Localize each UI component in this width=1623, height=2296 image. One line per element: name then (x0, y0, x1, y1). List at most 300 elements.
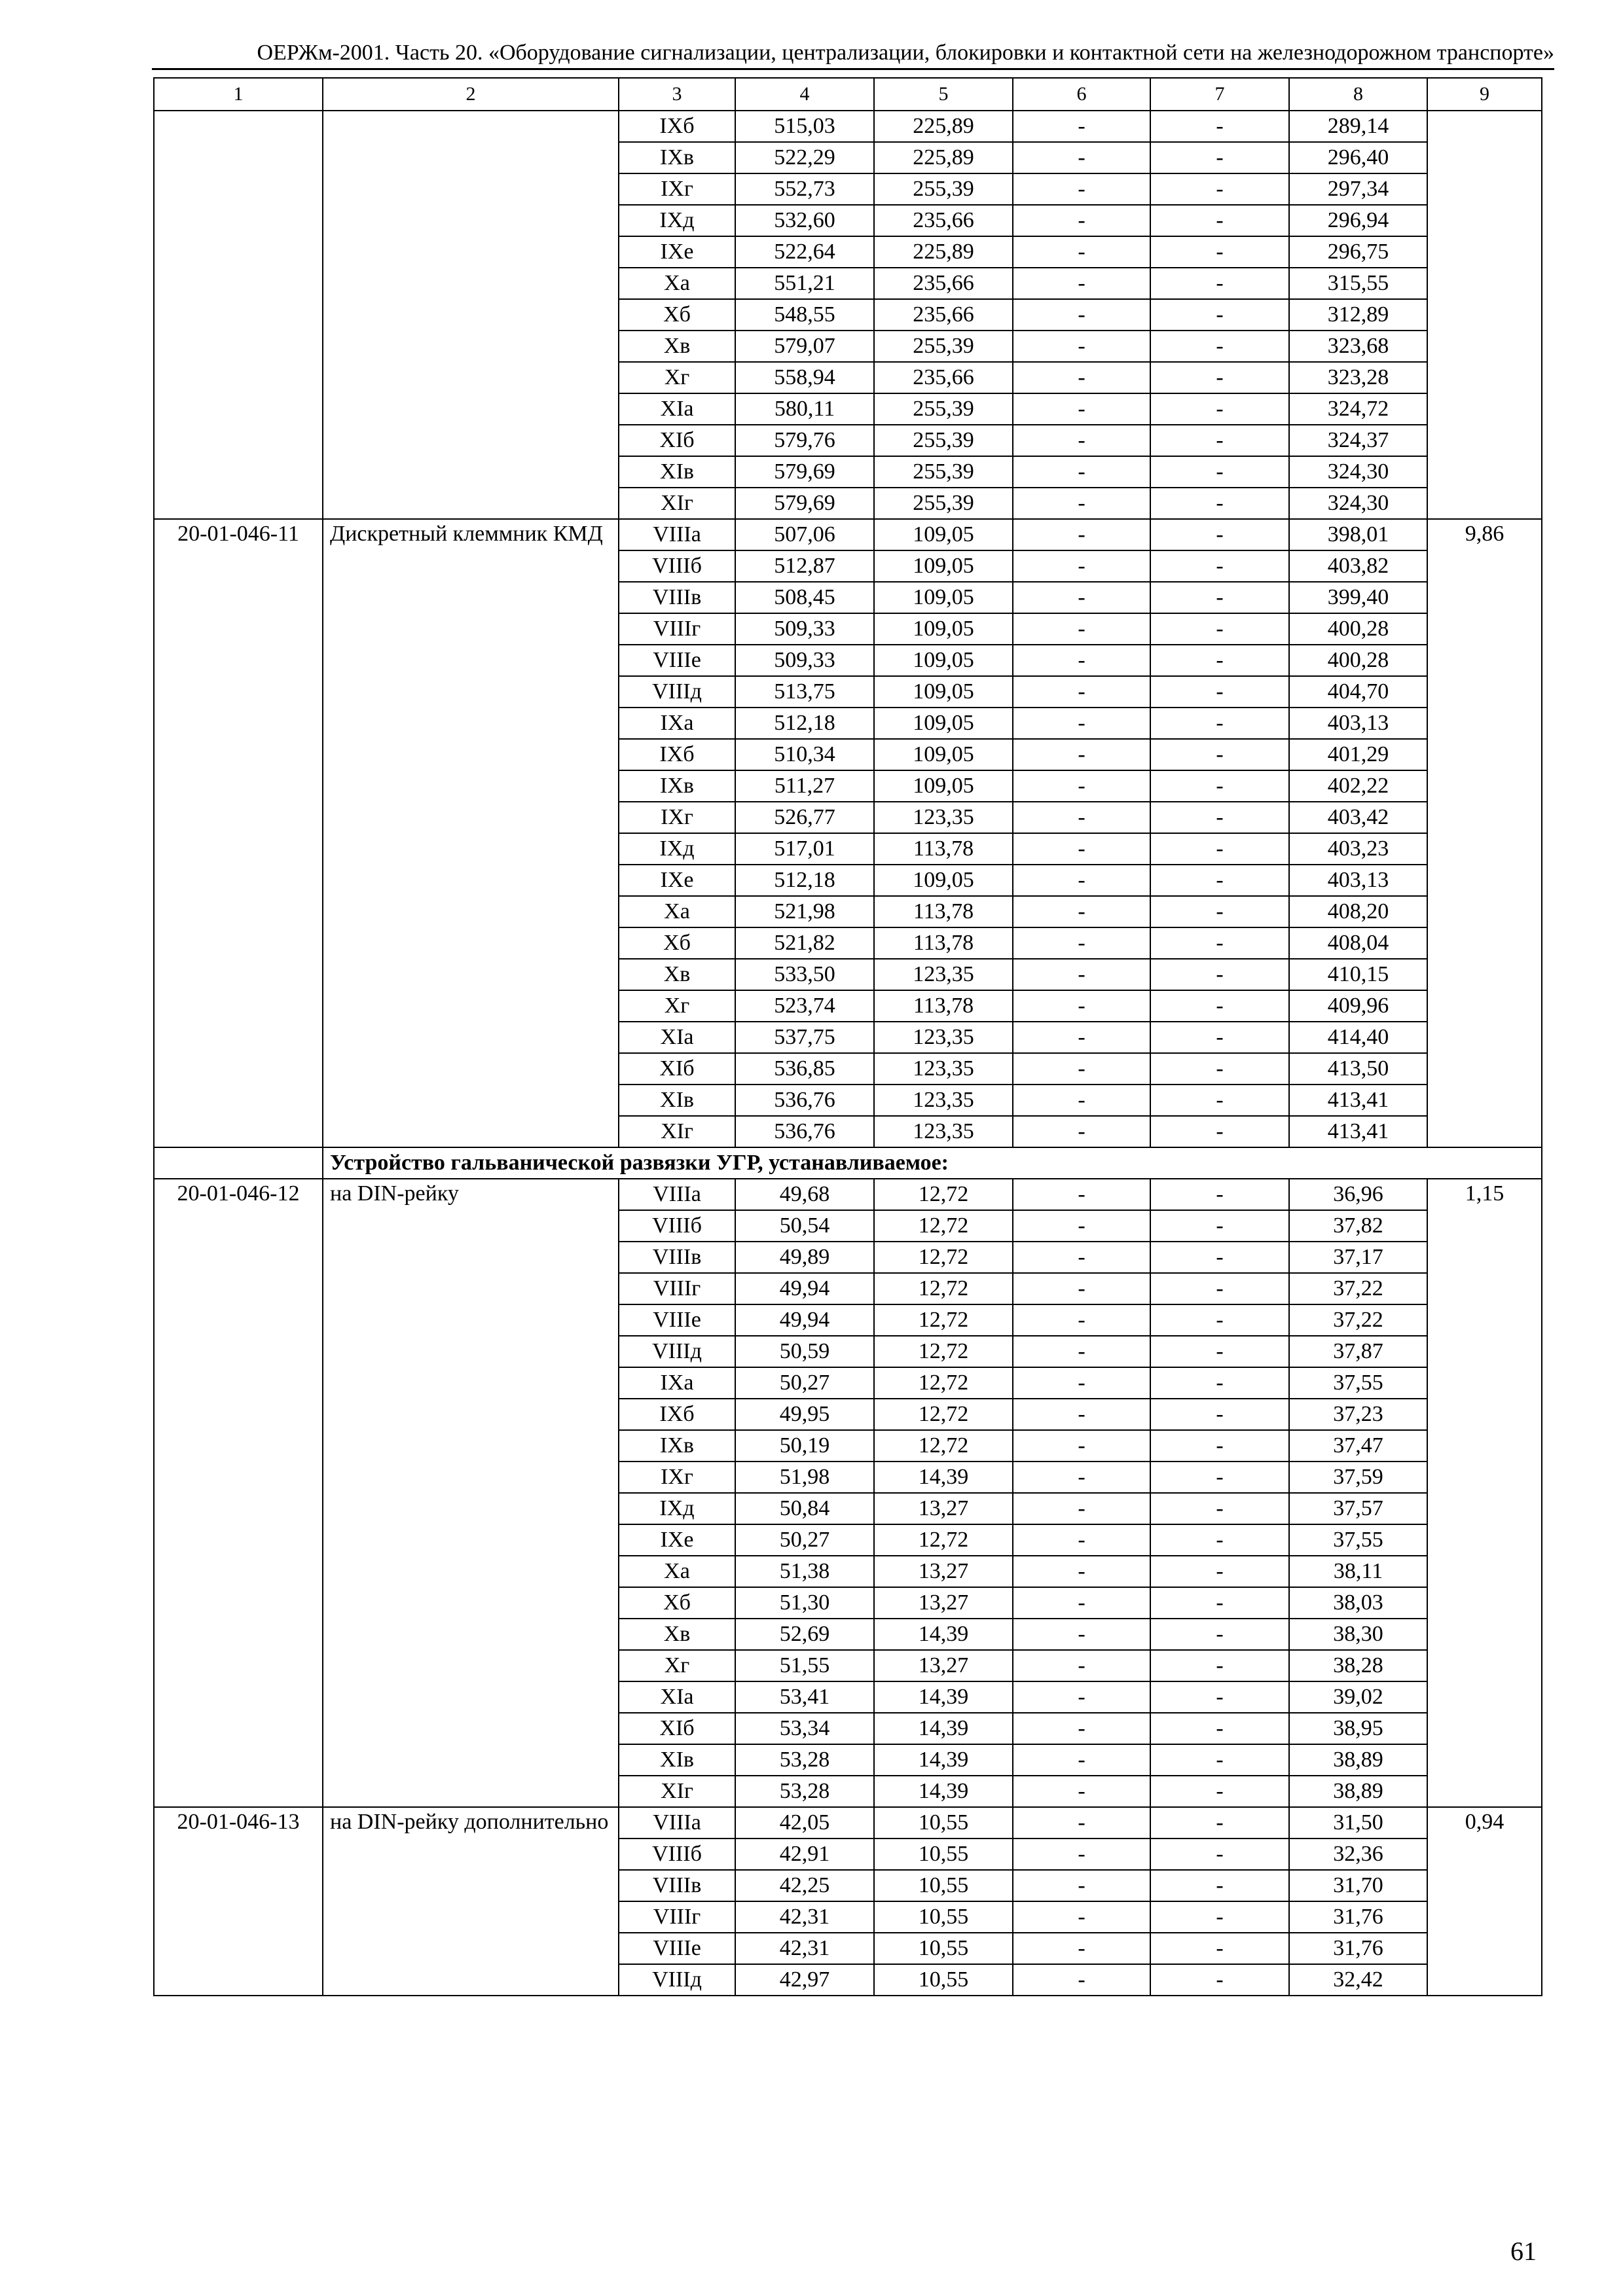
cell-col-4: 536,76 (735, 1085, 874, 1116)
cell-col-8: 32,42 (1289, 1964, 1427, 1996)
cell-col-3: Xг (619, 990, 735, 1022)
cell-col-6: - (1013, 708, 1150, 739)
cell-col-7: - (1150, 739, 1289, 770)
cell-col-3: VIIIе (619, 645, 735, 676)
cell-col-8: 289,14 (1289, 111, 1427, 142)
cell-col-3: IXд (619, 1493, 735, 1524)
cell-col-8: 400,28 (1289, 645, 1427, 676)
cell-col-7: - (1150, 927, 1289, 959)
cell-col-6: - (1013, 1744, 1150, 1776)
cell-col-5: 123,35 (874, 802, 1013, 833)
cell-col-4: 552,73 (735, 173, 874, 205)
cell-col-7: - (1150, 1933, 1289, 1964)
cell-col-3: XIг (619, 488, 735, 519)
cell-col-5: 109,05 (874, 550, 1013, 582)
cell-col-3: Xа (619, 268, 735, 299)
cell-col-4: 579,69 (735, 488, 874, 519)
cell-col-8: 413,50 (1289, 1053, 1427, 1085)
cell-col-4: 508,45 (735, 582, 874, 613)
cell-col-4: 579,76 (735, 425, 874, 456)
column-number: 1 (154, 78, 323, 111)
cell-col-4: 53,28 (735, 1776, 874, 1807)
cell-col-8: 404,70 (1289, 676, 1427, 708)
cell-col-6: - (1013, 425, 1150, 456)
table-row (154, 1179, 1542, 1210)
cell-col-9: 0,94 (1427, 1807, 1542, 1996)
cell-col-7: - (1150, 1493, 1289, 1524)
cell-col-5: 255,39 (874, 425, 1013, 456)
cell-col-7: - (1150, 456, 1289, 488)
cell-col-8: 37,55 (1289, 1524, 1427, 1556)
cell-col-5: 12,72 (874, 1273, 1013, 1304)
cell-col-3: VIIIг (619, 613, 735, 645)
cell-col-8: 402,22 (1289, 770, 1427, 802)
cell-col-4: 49,94 (735, 1304, 874, 1336)
cell-col-4: 510,34 (735, 739, 874, 770)
cell-col-8: 409,96 (1289, 990, 1427, 1022)
cell-col-8: 323,28 (1289, 362, 1427, 393)
cell-col-5: 12,72 (874, 1430, 1013, 1462)
cell-col-6: - (1013, 865, 1150, 896)
cell-col-6: - (1013, 268, 1150, 299)
cell-col-6: - (1013, 550, 1150, 582)
cell-col-7: - (1150, 1399, 1289, 1430)
cell-col-5: 113,78 (874, 990, 1013, 1022)
cell-col-8: 37,47 (1289, 1430, 1427, 1462)
cell-col-8: 401,29 (1289, 739, 1427, 770)
cell-col-8: 408,20 (1289, 896, 1427, 927)
cell-col-6: - (1013, 488, 1150, 519)
cell-col-7: - (1150, 1116, 1289, 1147)
cell-col-6: - (1013, 1304, 1150, 1336)
cell-col-5: 255,39 (874, 456, 1013, 488)
cell-col-6: - (1013, 1399, 1150, 1430)
cell-col-4: 51,38 (735, 1556, 874, 1587)
cell-col-8: 400,28 (1289, 613, 1427, 645)
cell-col-9 (1427, 111, 1542, 519)
cell-col-6: - (1013, 456, 1150, 488)
cell-col-3: IXд (619, 205, 735, 236)
cell-col-4: 523,74 (735, 990, 874, 1022)
cell-col-5: 225,89 (874, 111, 1013, 142)
cell-col-4: 42,31 (735, 1901, 874, 1933)
cell-col-5: 13,27 (874, 1650, 1013, 1681)
cell-col-7: - (1150, 770, 1289, 802)
cell-col-7: - (1150, 1179, 1289, 1210)
cell-col-8: 36,96 (1289, 1179, 1427, 1210)
cell-col-8: 324,37 (1289, 425, 1427, 456)
cell-col-4: 548,55 (735, 299, 874, 331)
cell-col-4: 513,75 (735, 676, 874, 708)
cell-col-7: - (1150, 1807, 1289, 1839)
cell-col-4: 515,03 (735, 111, 874, 142)
cell-col-4: 536,76 (735, 1116, 874, 1147)
rate-name: Дискретный клеммник КМД (323, 519, 619, 1147)
cell-col-8: 398,01 (1289, 519, 1427, 550)
cell-col-8: 38,89 (1289, 1744, 1427, 1776)
cell-col-8: 37,17 (1289, 1242, 1427, 1273)
cell-col-6: - (1013, 1901, 1150, 1933)
cell-col-7: - (1150, 1367, 1289, 1399)
cell-col-7: - (1150, 1430, 1289, 1462)
table-row (154, 519, 1542, 550)
cell-col-5: 123,35 (874, 1085, 1013, 1116)
cell-col-3: Xв (619, 1619, 735, 1650)
cell-col-4: 512,18 (735, 708, 874, 739)
cell-col-6: - (1013, 1681, 1150, 1713)
page-number: 61 (1510, 2236, 1537, 2266)
section-title: Устройство гальванической развязки УГР, устанавливаемое: (323, 1147, 1542, 1179)
cell-col-8: 31,70 (1289, 1870, 1427, 1901)
cell-col-6: - (1013, 1713, 1150, 1744)
cell-col-3: VIIIв (619, 1870, 735, 1901)
cell-col-3: Xа (619, 896, 735, 927)
cell-col-8: 403,82 (1289, 550, 1427, 582)
cell-col-6: - (1013, 739, 1150, 770)
cell-col-4: 50,27 (735, 1524, 874, 1556)
cell-col-4: 42,97 (735, 1964, 874, 1996)
cell-col-5: 113,78 (874, 896, 1013, 927)
rate-code: 20-01-046-13 (154, 1807, 323, 1996)
cell-col-3: Xг (619, 362, 735, 393)
cell-col-3: IXа (619, 1367, 735, 1399)
cell-col-7: - (1150, 1587, 1289, 1619)
cell-col-5: 235,66 (874, 268, 1013, 299)
cell-col-6: - (1013, 393, 1150, 425)
cell-col-3: XIб (619, 1713, 735, 1744)
cell-col-8: 296,40 (1289, 142, 1427, 173)
cell-col-6: - (1013, 1650, 1150, 1681)
cell-col-6: - (1013, 1587, 1150, 1619)
cell-col-7: - (1150, 1870, 1289, 1901)
cell-col-3: VIIIб (619, 1210, 735, 1242)
cell-col-3: VIIIв (619, 1242, 735, 1273)
cell-col-7: - (1150, 1776, 1289, 1807)
cell-col-8: 414,40 (1289, 1022, 1427, 1053)
cell-col-8: 403,13 (1289, 708, 1427, 739)
cell-col-8: 31,76 (1289, 1933, 1427, 1964)
cell-col-8: 37,22 (1289, 1304, 1427, 1336)
cell-col-6: - (1013, 833, 1150, 865)
cell-col-6: - (1013, 1116, 1150, 1147)
cell-col-5: 12,72 (874, 1399, 1013, 1430)
cell-col-5: 13,27 (874, 1493, 1013, 1524)
cell-col-5: 255,39 (874, 393, 1013, 425)
cell-col-5: 109,05 (874, 708, 1013, 739)
cell-col-4: 53,28 (735, 1744, 874, 1776)
cell-col-4: 522,64 (735, 236, 874, 268)
cell-col-7: - (1150, 111, 1289, 142)
section-title-row (154, 1147, 1542, 1179)
cell-col-5: 10,55 (874, 1901, 1013, 1933)
cell-col-8: 403,42 (1289, 802, 1427, 833)
cell-col-6: - (1013, 1619, 1150, 1650)
cell-col-8: 413,41 (1289, 1116, 1427, 1147)
cell-col-3: Xб (619, 927, 735, 959)
cell-col-5: 12,72 (874, 1210, 1013, 1242)
cell-col-5: 12,72 (874, 1242, 1013, 1273)
cell-col-8: 315,55 (1289, 268, 1427, 299)
cell-col-9: 9,86 (1427, 519, 1542, 1147)
cell-col-6: - (1013, 1462, 1150, 1493)
cell-col-7: - (1150, 833, 1289, 865)
cell-col-7: - (1150, 142, 1289, 173)
cell-col-4: 53,34 (735, 1713, 874, 1744)
cell-col-3: Xа (619, 1556, 735, 1587)
cell-col-3: XIа (619, 393, 735, 425)
cell-col-5: 13,27 (874, 1556, 1013, 1587)
running-header: ОЕРЖм-2001. Часть 20. «Оборудование сигнализации, централизации, блокировки и контактной сети на железнодорожном транспорте» (152, 38, 1554, 70)
cell-col-6: - (1013, 1242, 1150, 1273)
cell-col-4: 49,68 (735, 1179, 874, 1210)
cell-col-8: 410,15 (1289, 959, 1427, 990)
cell-col-7: - (1150, 1304, 1289, 1336)
column-number: 8 (1289, 78, 1427, 111)
cell-col-6: - (1013, 1273, 1150, 1304)
cell-col-5: 235,66 (874, 205, 1013, 236)
cell-col-6: - (1013, 1839, 1150, 1870)
cell-col-8: 413,41 (1289, 1085, 1427, 1116)
cell-col-7: - (1150, 1022, 1289, 1053)
cell-col-8: 38,11 (1289, 1556, 1427, 1587)
cell-col-5: 255,39 (874, 331, 1013, 362)
cell-col-8: 31,50 (1289, 1807, 1427, 1839)
cell-col-5: 225,89 (874, 142, 1013, 173)
cell-col-7: - (1150, 1210, 1289, 1242)
cell-col-5: 10,55 (874, 1870, 1013, 1901)
cell-col-6: - (1013, 927, 1150, 959)
cell-col-8: 312,89 (1289, 299, 1427, 331)
cell-col-4: 50,84 (735, 1493, 874, 1524)
cell-col-5: 255,39 (874, 488, 1013, 519)
column-number-row (154, 78, 1542, 111)
cell-col-3: IXв (619, 1430, 735, 1462)
cell-col-7: - (1150, 299, 1289, 331)
cell-col-6: - (1013, 1085, 1150, 1116)
cell-col-5: 109,05 (874, 770, 1013, 802)
cell-col-5: 255,39 (874, 173, 1013, 205)
cell-col-3: IXг (619, 1462, 735, 1493)
cell-col-7: - (1150, 1713, 1289, 1744)
cell-col-6: - (1013, 142, 1150, 173)
cell-col-6: - (1013, 802, 1150, 833)
cell-col-5: 113,78 (874, 927, 1013, 959)
cell-col-3: XIб (619, 425, 735, 456)
cell-col-6: - (1013, 205, 1150, 236)
column-number: 4 (735, 78, 874, 111)
cell-col-3: Xб (619, 299, 735, 331)
cell-col-6: - (1013, 896, 1150, 927)
cell-col-3: IXв (619, 770, 735, 802)
cell-col-8: 37,59 (1289, 1462, 1427, 1493)
cell-col-7: - (1150, 1681, 1289, 1713)
cell-col-4: 533,50 (735, 959, 874, 990)
cell-col-8: 37,55 (1289, 1367, 1427, 1399)
cell-col-3: XIг (619, 1116, 735, 1147)
cell-col-3: XIб (619, 1053, 735, 1085)
cell-col-8: 38,28 (1289, 1650, 1427, 1681)
cell-col-6: - (1013, 1807, 1150, 1839)
cell-col-3: VIIIд (619, 1336, 735, 1367)
cell-col-3: IXг (619, 173, 735, 205)
cell-col-3: XIв (619, 456, 735, 488)
cell-col-5: 109,05 (874, 865, 1013, 896)
cell-col-3: IXб (619, 111, 735, 142)
column-number: 3 (619, 78, 735, 111)
cell-col-7: - (1150, 550, 1289, 582)
cell-col-3: XIв (619, 1085, 735, 1116)
cell-col-6: - (1013, 1336, 1150, 1367)
cell-col-7: - (1150, 173, 1289, 205)
cell-col-6: - (1013, 1179, 1150, 1210)
cell-col-4: 517,01 (735, 833, 874, 865)
cell-col-3: IXе (619, 236, 735, 268)
cell-col-3: VIIIд (619, 676, 735, 708)
cell-col-4: 521,98 (735, 896, 874, 927)
cell-col-7: - (1150, 1901, 1289, 1933)
cell-col-3: IXе (619, 865, 735, 896)
cell-col-7: - (1150, 1336, 1289, 1367)
cell-col-5: 235,66 (874, 299, 1013, 331)
cell-col-5: 123,35 (874, 1022, 1013, 1053)
rates-table (153, 77, 1542, 1996)
cell-col-4: 522,29 (735, 142, 874, 173)
cell-col-3: IXд (619, 833, 735, 865)
cell-col-5: 113,78 (874, 833, 1013, 865)
cell-col-5: 12,72 (874, 1367, 1013, 1399)
cell-col-3: VIIIг (619, 1901, 735, 1933)
cell-col-7: - (1150, 708, 1289, 739)
cell-col-6: - (1013, 1556, 1150, 1587)
cell-col-4: 536,85 (735, 1053, 874, 1085)
cell-col-5: 235,66 (874, 362, 1013, 393)
cell-col-6: - (1013, 1964, 1150, 1996)
cell-col-7: - (1150, 1273, 1289, 1304)
cell-col-8: 296,75 (1289, 236, 1427, 268)
table-row (154, 111, 1542, 142)
cell-col-5: 123,35 (874, 1116, 1013, 1147)
cell-col-8: 37,22 (1289, 1273, 1427, 1304)
column-number: 7 (1150, 78, 1289, 111)
cell-col-3: Xб (619, 1587, 735, 1619)
cell-col-7: - (1150, 393, 1289, 425)
cell-col-3: IXе (619, 1524, 735, 1556)
cell-col-7: - (1150, 1744, 1289, 1776)
cell-col-3: VIIIа (619, 519, 735, 550)
cell-col-4: 512,87 (735, 550, 874, 582)
cell-col-4: 551,21 (735, 268, 874, 299)
column-number: 6 (1013, 78, 1150, 111)
cell-col-8: 403,23 (1289, 833, 1427, 865)
cell-col-4: 42,91 (735, 1839, 874, 1870)
cell-col-6: - (1013, 1022, 1150, 1053)
cell-col-7: - (1150, 519, 1289, 550)
cell-col-6: - (1013, 299, 1150, 331)
cell-col-3: VIIIб (619, 550, 735, 582)
cell-col-8: 399,40 (1289, 582, 1427, 613)
rate-name: на DIN-рейку (323, 1179, 619, 1807)
cell-col-4: 579,07 (735, 331, 874, 362)
cell-col-5: 10,55 (874, 1839, 1013, 1870)
cell-col-4: 511,27 (735, 770, 874, 802)
cell-col-6: - (1013, 1493, 1150, 1524)
cell-col-7: - (1150, 425, 1289, 456)
cell-col-8: 324,72 (1289, 393, 1427, 425)
cell-col-5: 123,35 (874, 1053, 1013, 1085)
cell-col-5: 12,72 (874, 1336, 1013, 1367)
cell-col-4: 42,05 (735, 1807, 874, 1839)
cell-col-8: 37,23 (1289, 1399, 1427, 1430)
cell-col-5: 10,55 (874, 1807, 1013, 1839)
cell-col-5: 10,55 (874, 1964, 1013, 1996)
cell-col-7: - (1150, 1242, 1289, 1273)
column-number: 9 (1427, 78, 1542, 111)
cell-col-4: 509,33 (735, 613, 874, 645)
cell-col-3: Xв (619, 331, 735, 362)
cell-col-6: - (1013, 582, 1150, 613)
cell-col-3: Xг (619, 1650, 735, 1681)
cell-col-6: - (1013, 676, 1150, 708)
cell-col-6: - (1013, 1870, 1150, 1901)
cell-col-4: 53,41 (735, 1681, 874, 1713)
cell-col-8: 408,04 (1289, 927, 1427, 959)
cell-col-4: 526,77 (735, 802, 874, 833)
cell-col-6: - (1013, 173, 1150, 205)
cell-col-4: 52,69 (735, 1619, 874, 1650)
cell-col-4: 537,75 (735, 1022, 874, 1053)
cell-col-7: - (1150, 1964, 1289, 1996)
cell-col-3: XIа (619, 1022, 735, 1053)
cell-col-4: 532,60 (735, 205, 874, 236)
cell-col-8: 38,30 (1289, 1619, 1427, 1650)
cell-col-7: - (1150, 331, 1289, 362)
cell-col-6: - (1013, 519, 1150, 550)
cell-col-6: - (1013, 236, 1150, 268)
rate-code (154, 111, 323, 519)
table-row (154, 1807, 1542, 1839)
cell-col-3: XIв (619, 1744, 735, 1776)
cell-col-7: - (1150, 1462, 1289, 1493)
cell-col-4: 50,54 (735, 1210, 874, 1242)
cell-col-4: 558,94 (735, 362, 874, 393)
cell-col-7: - (1150, 865, 1289, 896)
cell-col-7: - (1150, 1839, 1289, 1870)
cell-col-8: 324,30 (1289, 488, 1427, 519)
cell-col-8: 31,76 (1289, 1901, 1427, 1933)
cell-col-3: VIIIб (619, 1839, 735, 1870)
cell-col-8: 403,13 (1289, 865, 1427, 896)
cell-col-7: - (1150, 1085, 1289, 1116)
cell-col-9: 1,15 (1427, 1179, 1542, 1807)
cell-col-8: 323,68 (1289, 331, 1427, 362)
cell-col-7: - (1150, 1053, 1289, 1085)
cell-col-6: - (1013, 959, 1150, 990)
cell-col-8: 39,02 (1289, 1681, 1427, 1713)
cell-col-6: - (1013, 990, 1150, 1022)
cell-col-7: - (1150, 205, 1289, 236)
cell-col-5: 109,05 (874, 739, 1013, 770)
cell-col-4: 580,11 (735, 393, 874, 425)
column-number: 2 (323, 78, 619, 111)
cell-col-8: 38,95 (1289, 1713, 1427, 1744)
cell-col-6: - (1013, 1524, 1150, 1556)
cell-col-4: 49,94 (735, 1273, 874, 1304)
cell-col-5: 14,39 (874, 1744, 1013, 1776)
cell-col-7: - (1150, 676, 1289, 708)
cell-col-5: 109,05 (874, 645, 1013, 676)
rate-code: 20-01-046-12 (154, 1179, 323, 1807)
cell-col-4: 579,69 (735, 456, 874, 488)
